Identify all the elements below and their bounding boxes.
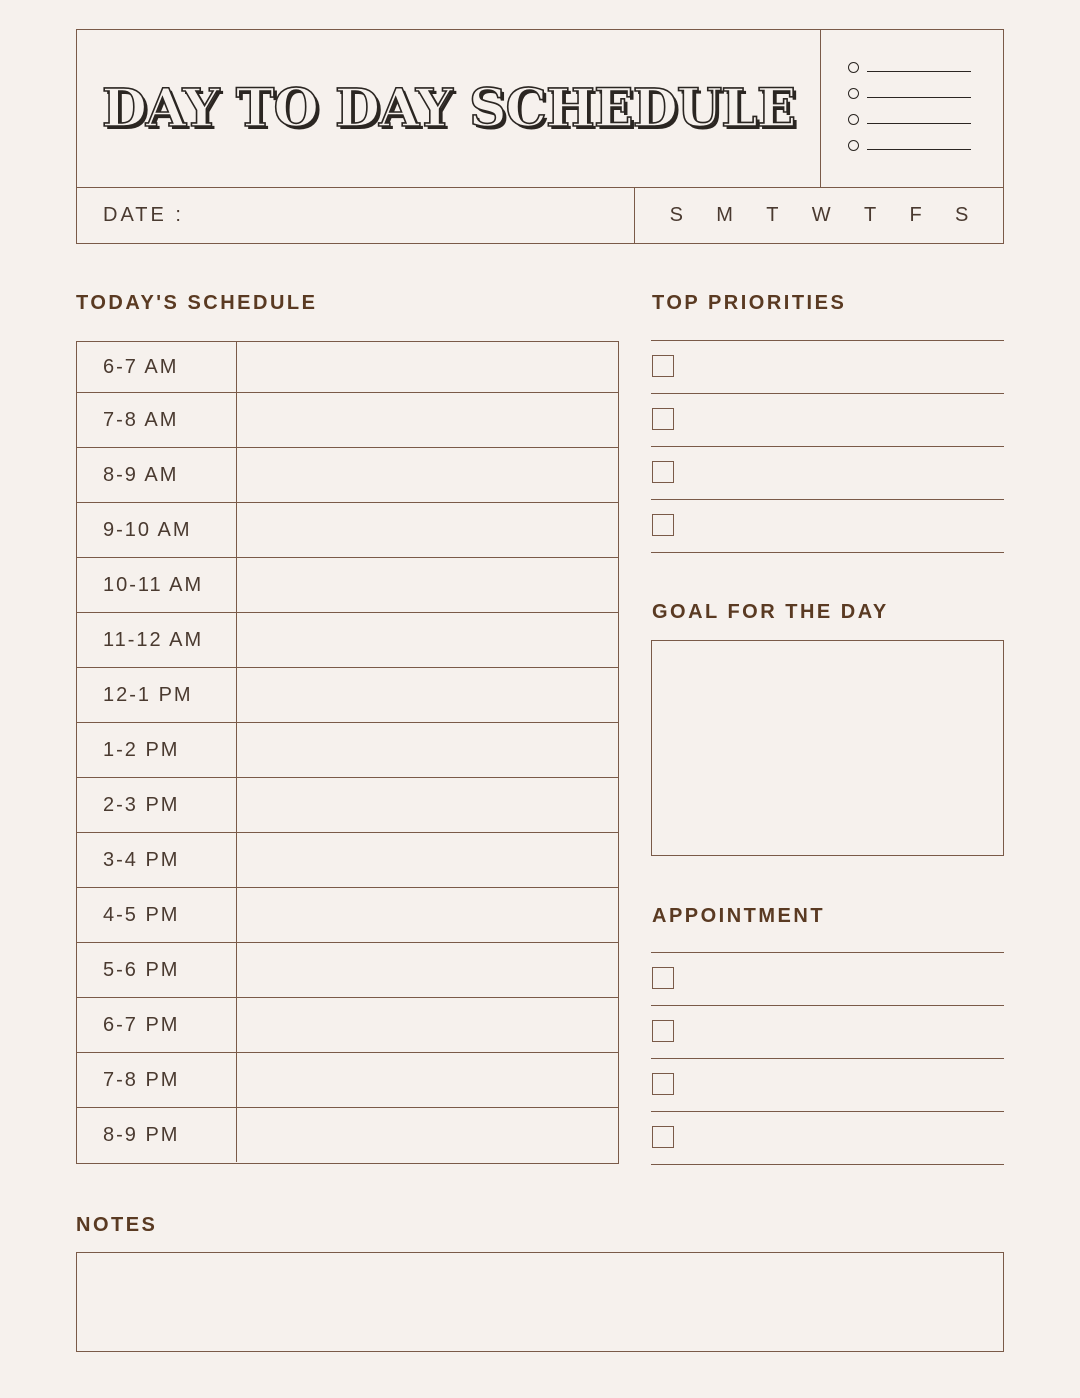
appointment-item[interactable] (651, 1059, 1004, 1112)
schedule-row (77, 502, 618, 557)
time-label: 4-5 PM (77, 888, 237, 942)
schedule-slot[interactable] (237, 723, 618, 777)
weekday-selector (635, 188, 1003, 243)
time-label: 8-9 AM (77, 448, 237, 502)
appointment-list (651, 952, 1004, 1165)
circle-icon[interactable] (848, 88, 859, 99)
schedule-slot[interactable] (237, 393, 618, 447)
schedule-slot[interactable] (237, 998, 618, 1052)
time-label: 12-1 PM (77, 668, 237, 722)
notes-textarea[interactable] (76, 1252, 1004, 1352)
checkbox[interactable] (652, 1020, 674, 1042)
time-label: 9-10 AM (77, 503, 237, 557)
schedule-row (77, 1052, 618, 1107)
circle-icon[interactable] (848, 62, 859, 73)
priority-item[interactable] (651, 447, 1004, 500)
page-title: DAY TO DAY SCHEDULE (101, 78, 796, 139)
schedule-slot[interactable] (237, 888, 618, 942)
schedule-slot[interactable] (237, 833, 618, 887)
checkbox[interactable] (652, 461, 674, 483)
weekday-sun[interactable]: S (669, 204, 683, 226)
checkbox[interactable] (652, 1073, 674, 1095)
appointment-item[interactable] (651, 1006, 1004, 1059)
checkbox[interactable] (652, 408, 674, 430)
schedule-slot[interactable] (237, 558, 618, 612)
mini-checklist-row[interactable] (848, 62, 974, 76)
schedule-slot[interactable] (237, 943, 618, 997)
mini-checklist-row[interactable] (848, 140, 974, 154)
priority-item[interactable] (651, 341, 1004, 394)
schedule-slot[interactable] (237, 668, 618, 722)
write-line (867, 123, 971, 124)
schedule-row (77, 1107, 618, 1162)
priority-item[interactable] (651, 500, 1004, 553)
schedule-slot[interactable] (237, 448, 618, 502)
time-label: 1-2 PM (77, 723, 237, 777)
time-label: 6-7 PM (77, 998, 237, 1052)
schedule-row (77, 777, 618, 832)
appointment-item[interactable] (651, 1112, 1004, 1165)
goal-title: GOAL FOR THE DAY (652, 601, 889, 623)
circle-icon[interactable] (848, 140, 859, 151)
time-label: 7-8 PM (77, 1053, 237, 1107)
weekday-wed[interactable]: W (811, 204, 831, 226)
schedule-row (77, 832, 618, 887)
schedule-row (77, 722, 618, 777)
schedule-row (77, 392, 618, 447)
priorities-title: TOP PRIORITIES (652, 292, 847, 314)
schedule-row (77, 557, 618, 612)
time-label: 2-3 PM (77, 778, 237, 832)
weekday-thu[interactable]: T (863, 204, 877, 226)
time-label: 6-7 AM (77, 342, 237, 392)
time-label: 7-8 AM (77, 393, 237, 447)
header-box (76, 29, 1004, 244)
checkbox[interactable] (652, 355, 674, 377)
time-label: 8-9 PM (77, 1108, 237, 1162)
schedule-slot[interactable] (237, 1053, 618, 1107)
checkbox[interactable] (652, 514, 674, 536)
schedule-table (76, 341, 619, 1164)
time-label: 11-12 AM (77, 613, 237, 667)
write-line (867, 149, 971, 150)
date-field[interactable] (77, 188, 635, 243)
schedule-slot[interactable] (237, 1108, 618, 1162)
schedule-row (77, 667, 618, 722)
schedule-row (77, 612, 618, 667)
schedule-slot[interactable] (237, 613, 618, 667)
mini-checklist-row[interactable] (848, 88, 974, 102)
goal-textarea[interactable] (651, 640, 1004, 856)
schedule-slot[interactable] (237, 342, 618, 392)
write-line (867, 71, 971, 72)
priorities-list (651, 340, 1004, 553)
schedule-row (77, 997, 618, 1052)
schedule-slot[interactable] (237, 778, 618, 832)
appointment-title: APPOINTMENT (652, 905, 826, 927)
time-label: 10-11 AM (77, 558, 237, 612)
schedule-title: TODAY'S SCHEDULE (76, 292, 318, 314)
write-line (867, 97, 971, 98)
title-cell (77, 30, 821, 188)
time-label: 5-6 PM (77, 943, 237, 997)
schedule-slot[interactable] (237, 503, 618, 557)
checkbox[interactable] (652, 1126, 674, 1148)
checkbox[interactable] (652, 967, 674, 989)
priority-item[interactable] (651, 394, 1004, 447)
mini-checklist (821, 30, 1003, 188)
weekday-mon[interactable]: M (716, 204, 733, 226)
weekday-fri[interactable]: F (909, 204, 922, 226)
mini-checklist-row[interactable] (848, 114, 974, 128)
weekday-sat[interactable]: S (954, 204, 969, 226)
time-label: 3-4 PM (77, 833, 237, 887)
appointment-item[interactable] (651, 953, 1004, 1006)
circle-icon[interactable] (848, 114, 859, 125)
notes-title: NOTES (76, 1214, 158, 1236)
weekday-tue[interactable]: T (766, 204, 779, 226)
schedule-row (77, 342, 618, 392)
schedule-row (77, 447, 618, 502)
schedule-row (77, 942, 618, 997)
date-label: DATE : (103, 204, 184, 226)
schedule-row (77, 887, 618, 942)
